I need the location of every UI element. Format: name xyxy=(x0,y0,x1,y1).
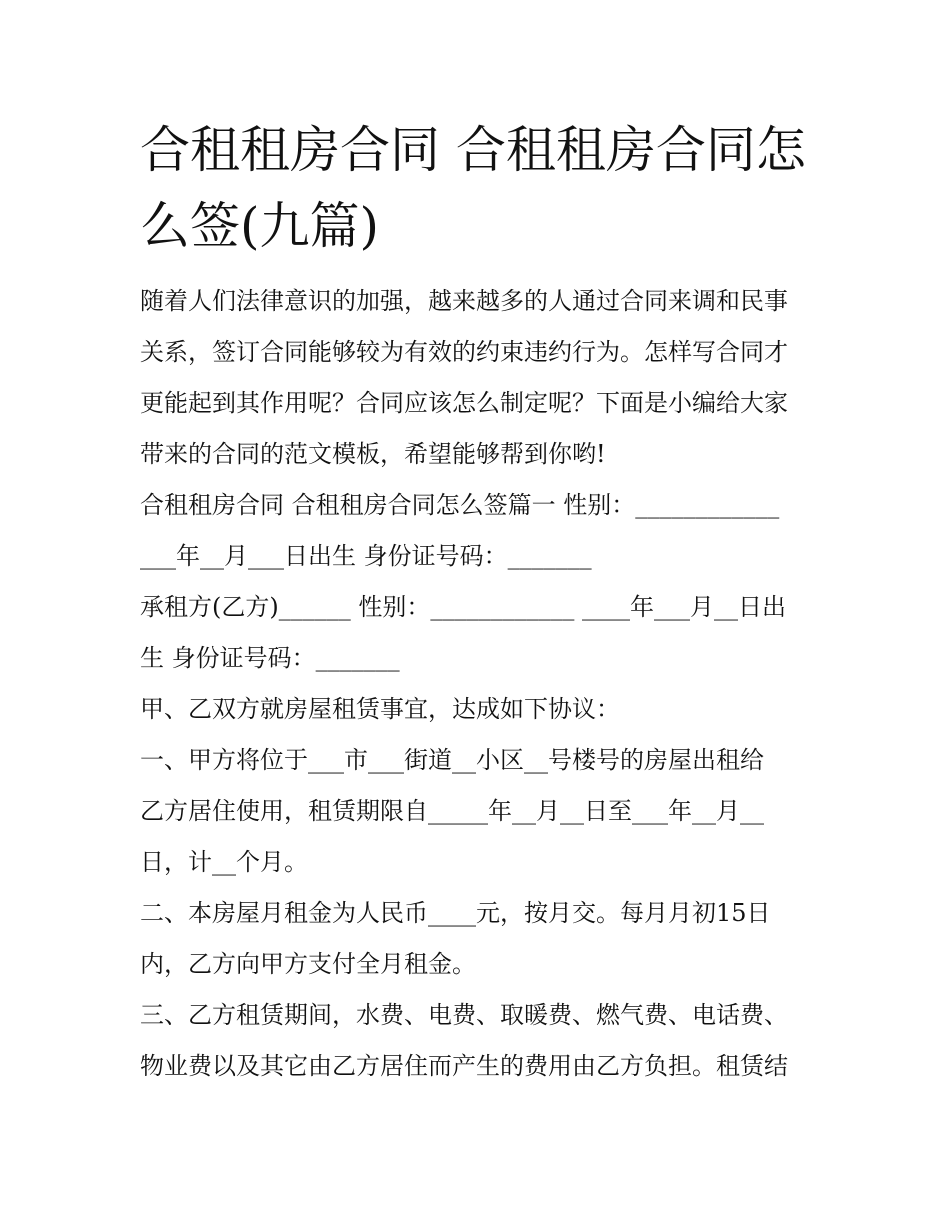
clause-3-line-2: 物业费以及其它由乙方居住而产生的费用由乙方负担。租赁结 xyxy=(140,1052,788,1080)
tenant-line: 承租方(乙方)______ 性别：____________ ____年___月__日出 xyxy=(140,593,786,621)
section-heading-line: 合租租房合同 合租租房合同怎么签篇一 性别：____________ xyxy=(140,491,780,519)
clause-1-line-2: 乙方居住使用，租赁期限自_____年__月__日至___年__月__ xyxy=(140,797,764,825)
document-title xyxy=(140,112,830,264)
agreement-intro-line: 甲、乙双方就房屋租赁事宜，达成如下协议： xyxy=(140,695,620,723)
clause-1-line-1: 一、甲方将位于___市___街道__小区__号楼号的房屋出租给 xyxy=(140,746,764,774)
clause-2-line-1: 二、本房屋月租金为人民币____元，按月交。每月月初15日 xyxy=(140,899,771,927)
intro-line-2: 关系，签订合同能够较为有效的约束违约行为。怎样写合同才 xyxy=(140,338,788,366)
intro-line-3: 更能起到其作用呢？合同应该怎么制定呢？下面是小编给大家 xyxy=(140,389,788,417)
intro-line-1: 随着人们法律意识的加强，越来越多的人通过合同来调和民事 xyxy=(140,287,788,315)
title-line: 合租租房合同 合租租房合同怎 xyxy=(140,121,806,179)
document-body xyxy=(140,276,830,1092)
tenant-id-line: 生 身份证号码：_______ xyxy=(140,644,400,672)
title-line: 么签(九篇) xyxy=(140,197,380,255)
clause-1-line-3: 日，计__个月。 xyxy=(140,848,308,876)
intro-line-4: 带来的合同的范文模板，希望能够帮到你哟! xyxy=(140,440,606,468)
birth-id-line: ___年__月___日出生 身份证号码：_______ xyxy=(140,542,592,570)
clause-3-line-1: 三、乙方租赁期间，水费、电费、取暖费、燃气费、电话费、 xyxy=(140,1001,788,1029)
clause-2-line-2: 内，乙方向甲方支付全月租金。 xyxy=(140,950,476,978)
